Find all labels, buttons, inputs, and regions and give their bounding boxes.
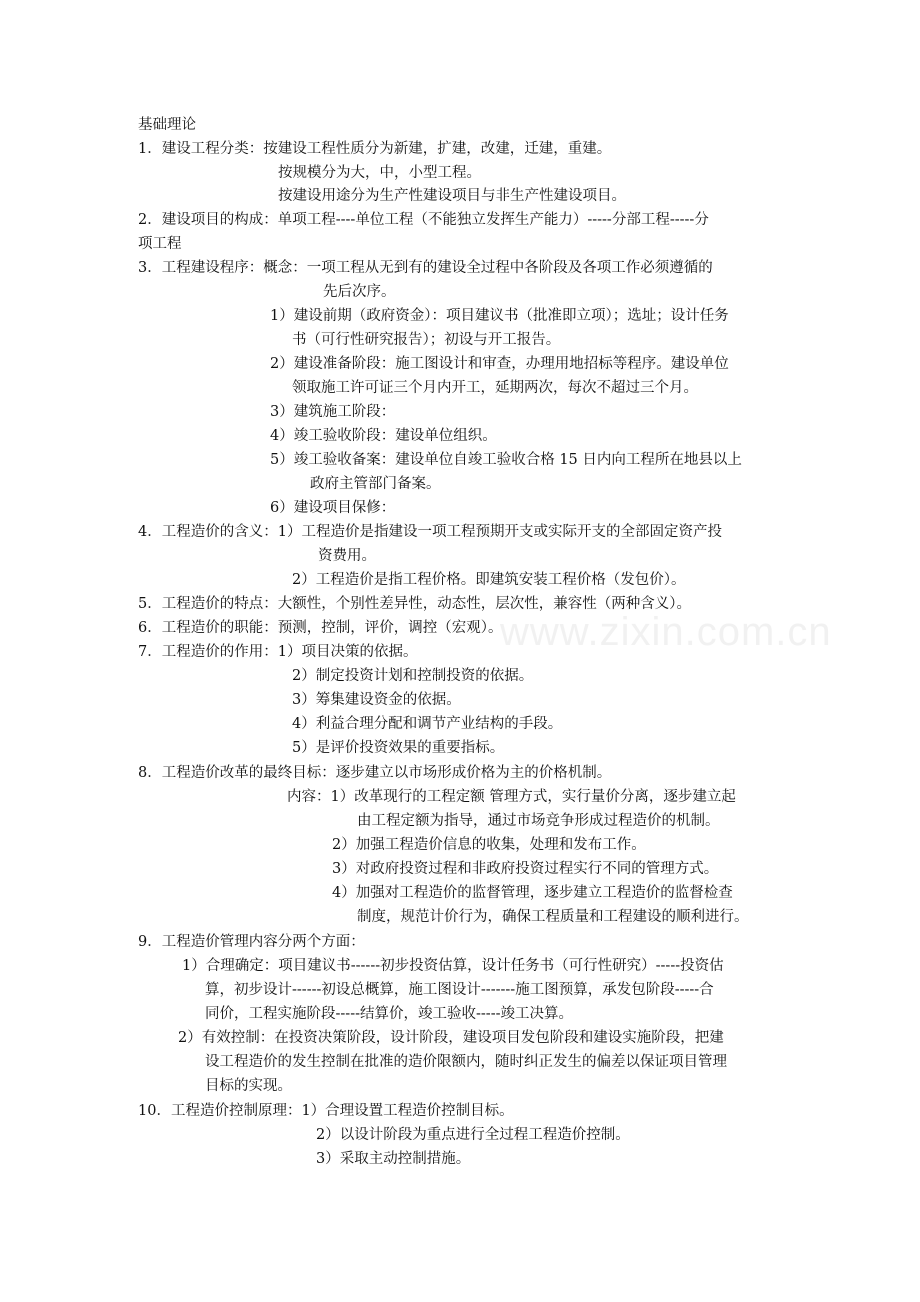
text-line: 由工程定额为指导，通过市场竞争形成过程造价的机制。 bbox=[357, 813, 720, 829]
text-line: 算，初步设计------初设总概算，施工图设计-------施工图预算，承发包阶段-----合 bbox=[205, 982, 714, 998]
text-line: 设工程造价的发生控制在批准的造价限额内，随时纠正发生的偏差以保证项目管理 bbox=[205, 1054, 727, 1070]
text-line: 1）合理确定：项目建议书------初步投资估算，设计任务书（可行性研究）-----投资估 bbox=[182, 958, 724, 974]
text-line: 书（可行性研究报告）；初设与开工报告。 bbox=[292, 332, 561, 348]
text-line: 4）加强对工程造价的监督管理，逐步建立工程造价的监督检查 bbox=[332, 885, 733, 901]
text-line: 7．工程造价的作用：1）项目决策的依据。 bbox=[138, 644, 418, 660]
text-line: 10．工程造价控制原理：1）合理设置工程造价控制目标。 bbox=[138, 1103, 514, 1119]
document-title: 基础理论 bbox=[138, 117, 196, 133]
text-line: 6．工程造价的职能：预测，控制，评价，调控（宏观）。 bbox=[138, 620, 503, 636]
text-line: 3）建筑施工阶段： bbox=[270, 404, 396, 420]
text-line: 5）竣工验收备案：建设单位自竣工验收合格 15 日内向工程所在地县以上 bbox=[270, 452, 742, 468]
text-line: 2）加强工程造价信息的收集，处理和发布工作。 bbox=[332, 837, 646, 853]
text-line: 按规模分为大，中，小型工程。 bbox=[278, 165, 481, 181]
text-line: 领取施工许可证三个月内开工，延期两次，每次不超过三个月。 bbox=[292, 380, 698, 396]
text-line: 2）有效控制：在投资决策阶段，设计阶段，建设项目发包阶段和建设实施阶段，把建 bbox=[178, 1030, 724, 1046]
text-line: 1）建设前期（政府资金）：项目建议书（批准即立项）；选址；设计任务 bbox=[270, 308, 729, 324]
text-line: 内容：1）改革现行的工程定额 管理方式，实行量价分离，逐步建立起 bbox=[287, 789, 736, 805]
watermark-text: www.zixin.com.cn bbox=[500, 610, 832, 654]
text-line: 资费用。 bbox=[318, 548, 376, 564]
text-line: 5）是评价投资效果的重要指标。 bbox=[292, 740, 505, 756]
text-line: 先后次序。 bbox=[323, 284, 396, 300]
text-line: 制度，规范计价行为，确保工程质量和工程建设的顺利进行。 bbox=[357, 909, 749, 925]
text-line: 4）利益合理分配和调节产业结构的手段。 bbox=[292, 716, 563, 732]
text-line: 2）工程造价是指工程价格。即建筑安装工程价格（发包价）。 bbox=[292, 572, 686, 588]
text-line: 6）建设项目保修： bbox=[270, 500, 396, 516]
text-line: 5．工程造价的特点：大额性，个别性差异性，动态性，层次性，兼容性（两种含义）。 bbox=[138, 596, 691, 612]
text-line: 3．工程建设程序：概念：一项工程从无到有的建设全过程中各阶段及各项工作必须遵循的 bbox=[138, 260, 713, 276]
text-line: 目标的实现。 bbox=[205, 1078, 292, 1094]
text-line: 2）制定投资计划和控制投资的依据。 bbox=[292, 668, 534, 684]
text-line: 2）以设计阶段为重点进行全过程工程造价控制。 bbox=[316, 1127, 630, 1143]
text-line: 9．工程造价管理内容分两个方面： bbox=[138, 934, 365, 950]
text-line: 3）对政府投资过程和非政府投资过程实行不同的管理方式。 bbox=[332, 861, 719, 877]
text-line: 2）建设准备阶段：施工图设计和审查，办理用地招标等程序。建设单位 bbox=[270, 356, 729, 372]
text-line: 项工程 bbox=[138, 236, 182, 252]
text-line: 政府主管部门备案。 bbox=[310, 476, 441, 492]
text-line: 3）采取主动控制措施。 bbox=[316, 1151, 471, 1167]
text-line: 3）筹集建设资金的依据。 bbox=[292, 692, 461, 708]
text-line: 4．工程造价的含义：1）工程造价是指建设一项工程预期开支或实际开支的全部固定资产投 bbox=[138, 524, 722, 540]
text-line: 按建设用途分为生产性建设项目与非生产性建设项目。 bbox=[278, 188, 626, 204]
text-line: 同价，工程实施阶段-----结算价，竣工验收-----竣工决算。 bbox=[205, 1006, 573, 1022]
text-line: 1．建设工程分类：按建设工程性质分为新建，扩建，改建，迁建，重建。 bbox=[138, 141, 612, 157]
text-line: 8．工程造价改革的最终目标：逐步建立以市场形成价格为主的价格机制。 bbox=[138, 765, 612, 781]
text-line: 4）竣工验收阶段：建设单位组织。 bbox=[270, 428, 497, 444]
text-line: 2．建设项目的构成：单项工程----单位工程（不能独立发挥生产能力）-----分部工程-----分 bbox=[138, 212, 709, 228]
